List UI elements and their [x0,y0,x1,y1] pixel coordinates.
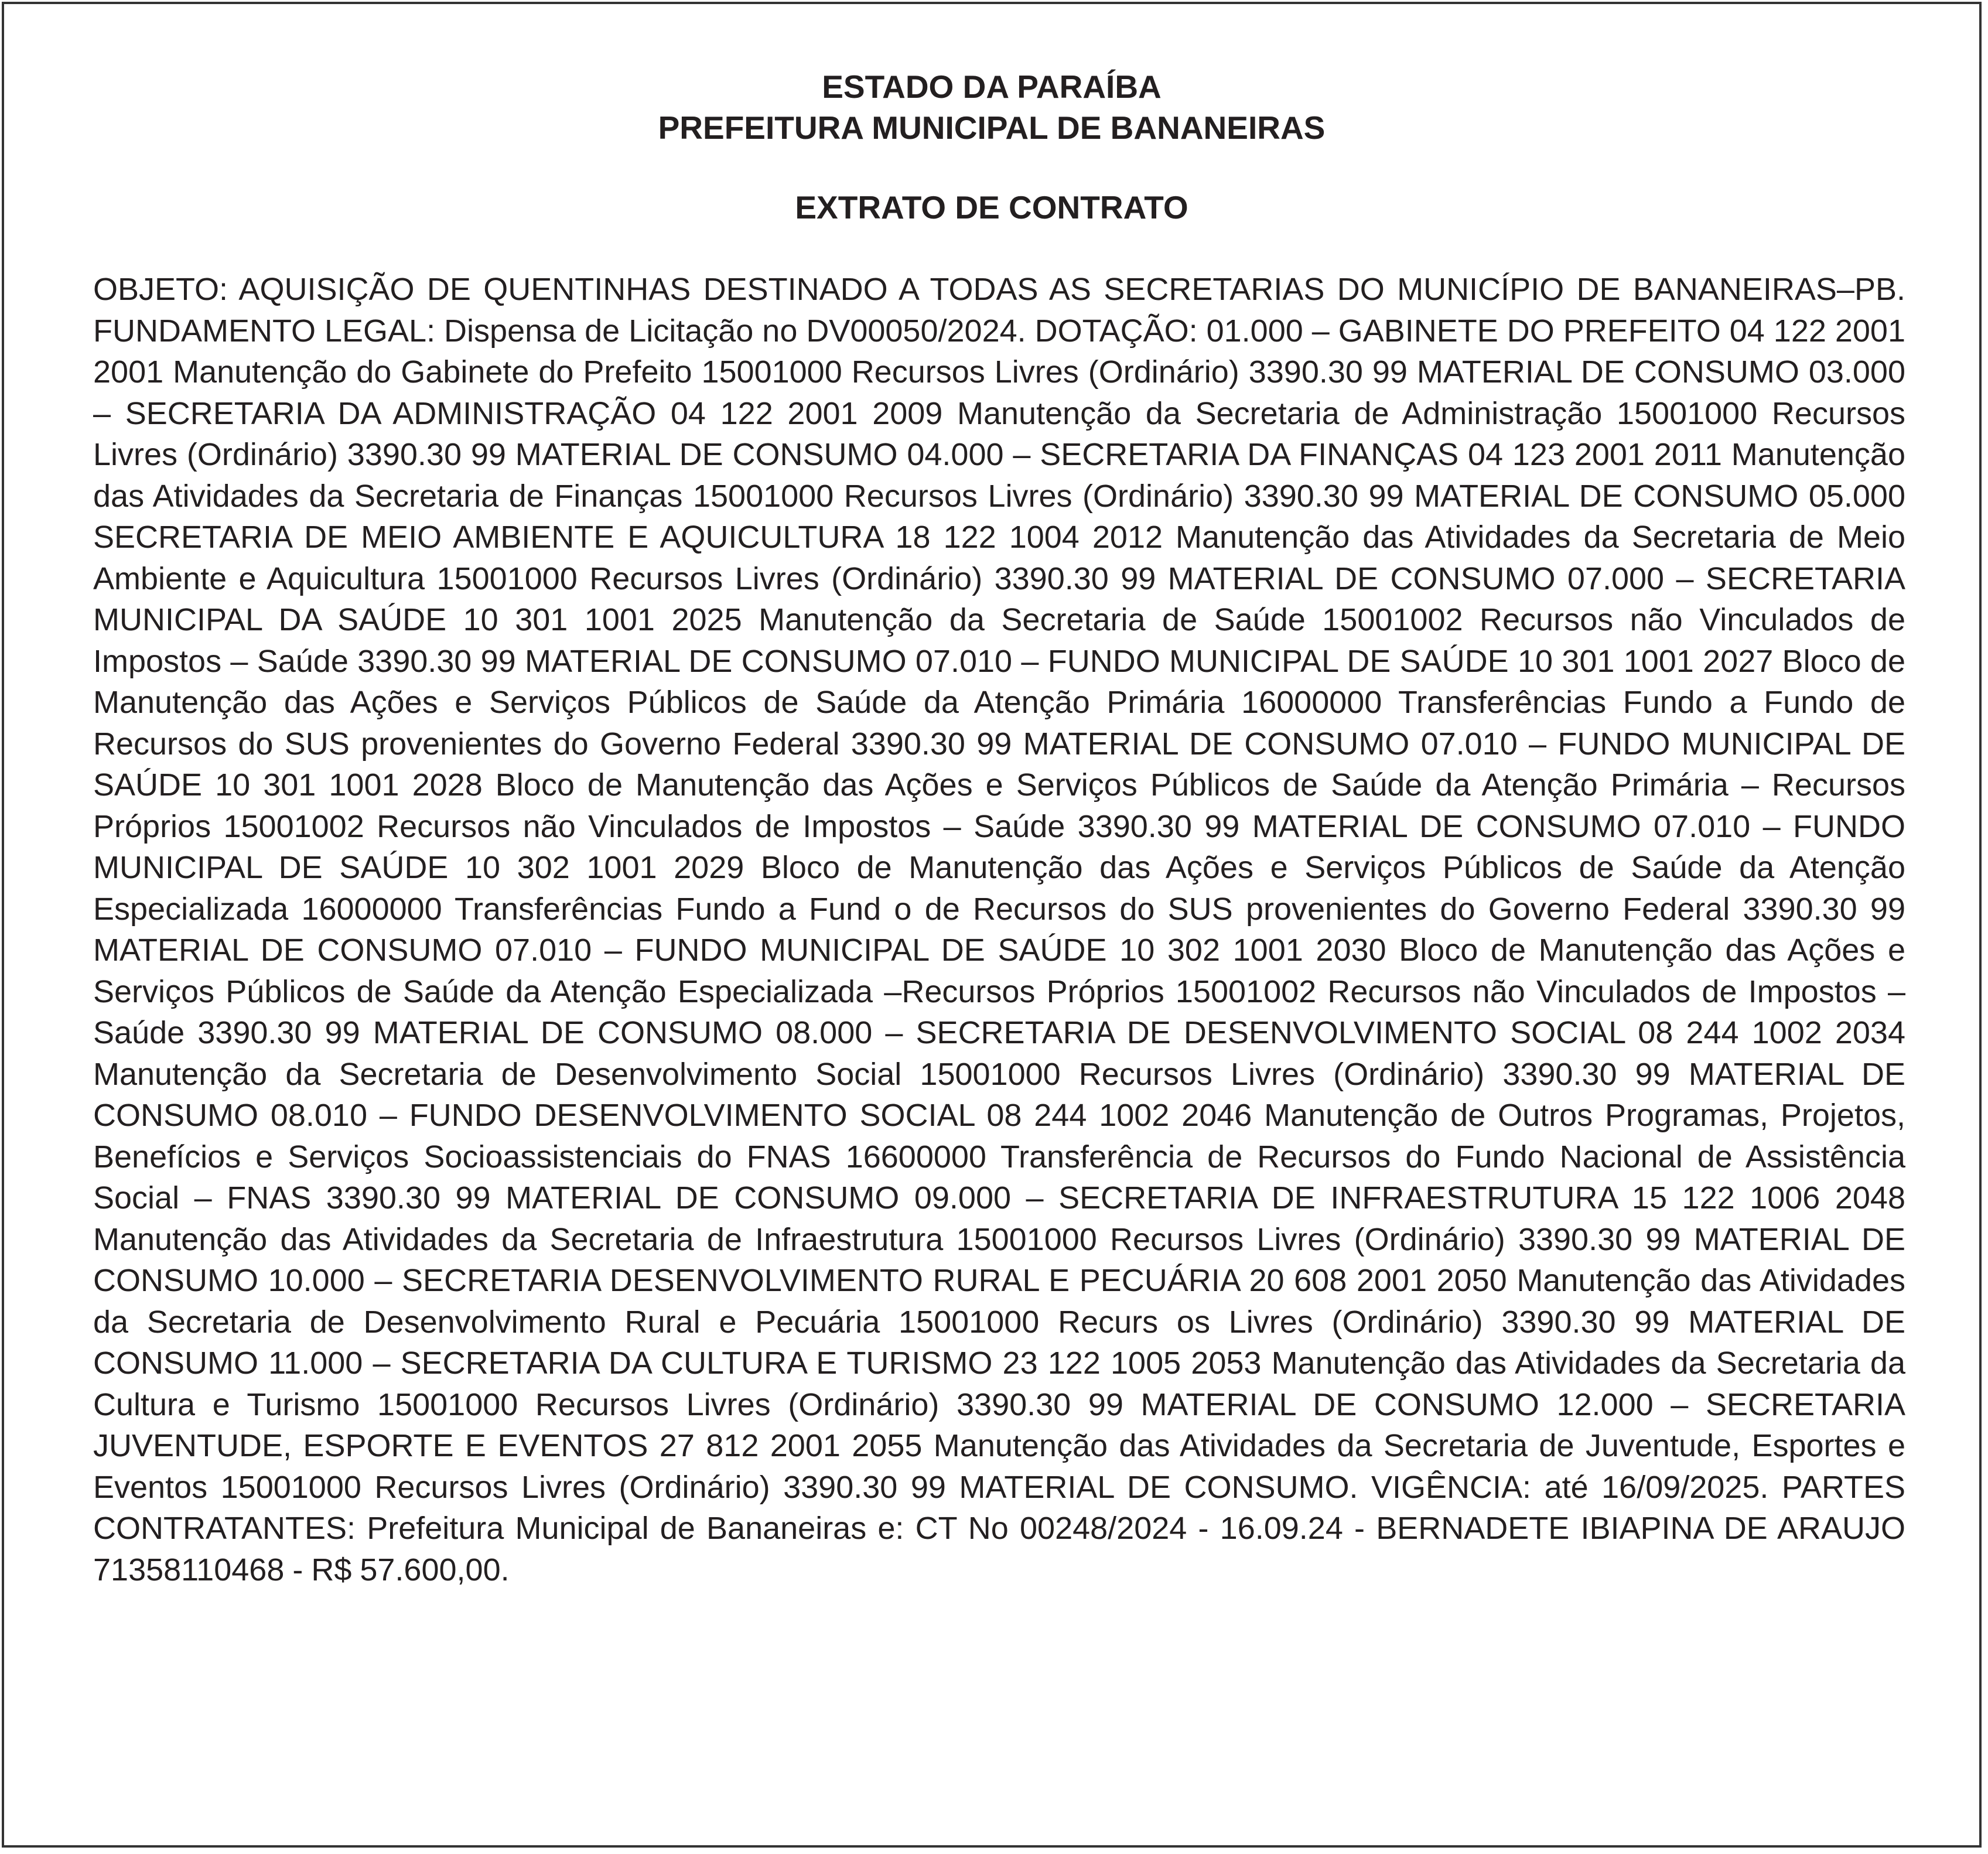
document-header [4,66,1979,228]
document-frame [2,2,1982,1848]
state-heading: ESTADO DA PARAÍBA [822,69,1162,105]
contract-extract-text: OBJETO: AQUISIÇÃO DE QUENTINHAS DESTINADO A TODAS AS SECRETARIAS DO MUNICÍPIO DE BANANEIRAS–PB. FUNDAMENTO LEGAL: Dispensa de Licitação no DV00050/2024. DOTAÇÃO: 01.000 – GABINETE DO PREFEITO 04 122 2001 2001 Manutenção do Gabinete do Prefeito 15001000 Recursos Livres (Ordinário) 3390.30 99 MATERIAL DE CONSUMO 03.000 – SECRETARIA DA ADMINISTRAÇÃO 04 122 2001 2009 Manutenção da Secretaria de Administração 15001000 Recursos Livres (Ordinário) 3390.30 99 MATERIAL DE CONSUMO 04.000 – SECRETARIA DA FINANÇAS 04 123 2001 2011 Manutenção das Atividades da Secretaria de Finanças 15001000 Recursos Livres (Ordinário) 3390.30 99 MATERIAL DE CONSUMO 05.000 SECRETARIA DE MEIO AMBIENTE E AQUICULTURA 18 122 1004 2012 Manutenção das Atividades da Secretaria de Meio Ambiente e Aquicultura 15001000 Recursos Livres (Ordinário) 3390.30 99 MATERIAL DE CONSUMO 07.000 – SECRETARIA MUNICIPAL DA SAÚDE 10 301 1001 2025 Manutenção da Secretaria de Saúde 15001002 Recursos não Vinculados de Impostos – Saúde 3390.30 99 MATERIAL DE CONSUMO 07.010 – FUNDO MUNICIPAL DE SAÚDE 10 301 1001 2027 Bloco de Manutenção das Ações e Serviços Públicos de Saúde da Atenção Primária 16000000 Transferências Fundo a Fundo de Recursos do SUS provenientes do Governo Federal 3390.30 99 MATERIAL DE CONSUMO 07.010 – FUNDO MUNICIPAL DE SAÚDE 10 301 1001 2028 Bloco de Manutenção das Ações e Serviços Públicos de Saúde da Atenção Primária – Recursos Próprios 15001002 Recursos não Vinculados de Impostos – Saúde 3390.30 99 MATERIAL DE CONSUMO 07.010 – FUNDO MUNICIPAL DE SAÚDE 10 302 1001 2029 Bloco de Manutenção das Ações e Serviços Públicos de Saúde da Atenção Especializada 16000000 Transferências Fundo a Fund o de Recursos do SUS provenientes do Governo Federal 3390.30 99 MATERIAL DE CONSUMO 07.010 – FUNDO MUNICIPAL DE SAÚDE 10 302 1001 2030 Bloco de Manutenção das Ações e Serviços Públicos de Saúde da Atenção Especializada –Recursos Próprios 15001002 Recursos não Vinculados de Impostos – Saúde 3390.30 99 MATERIAL DE CONSUMO 08.000 – SECRETARIA DE DESENVOLVIMENTO SOCIAL 08 244 1002 2034 Manutenção da Secretaria de Desenvolvimento Social 15001000 Recursos Livres (Ordinário) 3390.30 99 MATERIAL DE CONSUMO 08.010 – FUNDO DESENVOLVIMENTO SOCIAL 08 244 1002 2046 Manutenção de Outros Programas, Projetos, Benefícios e Serviços Socioassistenciais do FNAS 16600000 Transferência de Recursos do Fundo Nacional de Assistência Social – FNAS 3390.30 99 MATERIAL DE CONSUMO 09.000 – SECRETARIA DE INFRAESTRUTURA 15 122 1006 2048 Manutenção das Atividades da Secretaria de Infraestrutura 15001000 Recursos Livres (Ordinário) 3390.30 99 MATERIAL DE CONSUMO 10.000 – SECRETARIA DESENVOLVIMENTO RURAL E PECUÁRIA 20 608 2001 2050 Manutenção das Atividades da Secretaria de Desenvolvimento Rural e Pecuária 15001000 Recurs os Livres (Ordinário) 3390.30 99 MATERIAL DE CONSUMO 11.000 – SECRETARIA DA CULTURA E TURISMO 23 122 1005 2053 Manutenção das Atividades da Secretaria da Cultura e Turismo 15001000 Recursos Livres (Ordinário) 3390.30 99 MATERIAL DE CONSUMO 12.000 – SECRETARIA JUVENTUDE, ESPORTE E EVENTOS 27 812 2001 2055 Manutenção das Atividades da Secretaria de Juventude, Esportes e Eventos 15001000 Recursos Livres (Ordinário) 3390.30 99 MATERIAL DE CONSUMO. VIGÊNCIA: até 16/09/2025. PARTES CONTRATANTES: Prefeitura Municipal de Bananeiras e: CT No 00248/2024 - 16.09.24 - BERNADETE IBIAPINA DE ARAUJO 71358110468 - R$ 57.600,00. [93,272,1905,1587]
municipality-heading: PREFEITURA MUNICIPAL DE BANANEIRAS [658,110,1326,146]
document-title: EXTRATO DE CONTRATO [795,189,1188,226]
